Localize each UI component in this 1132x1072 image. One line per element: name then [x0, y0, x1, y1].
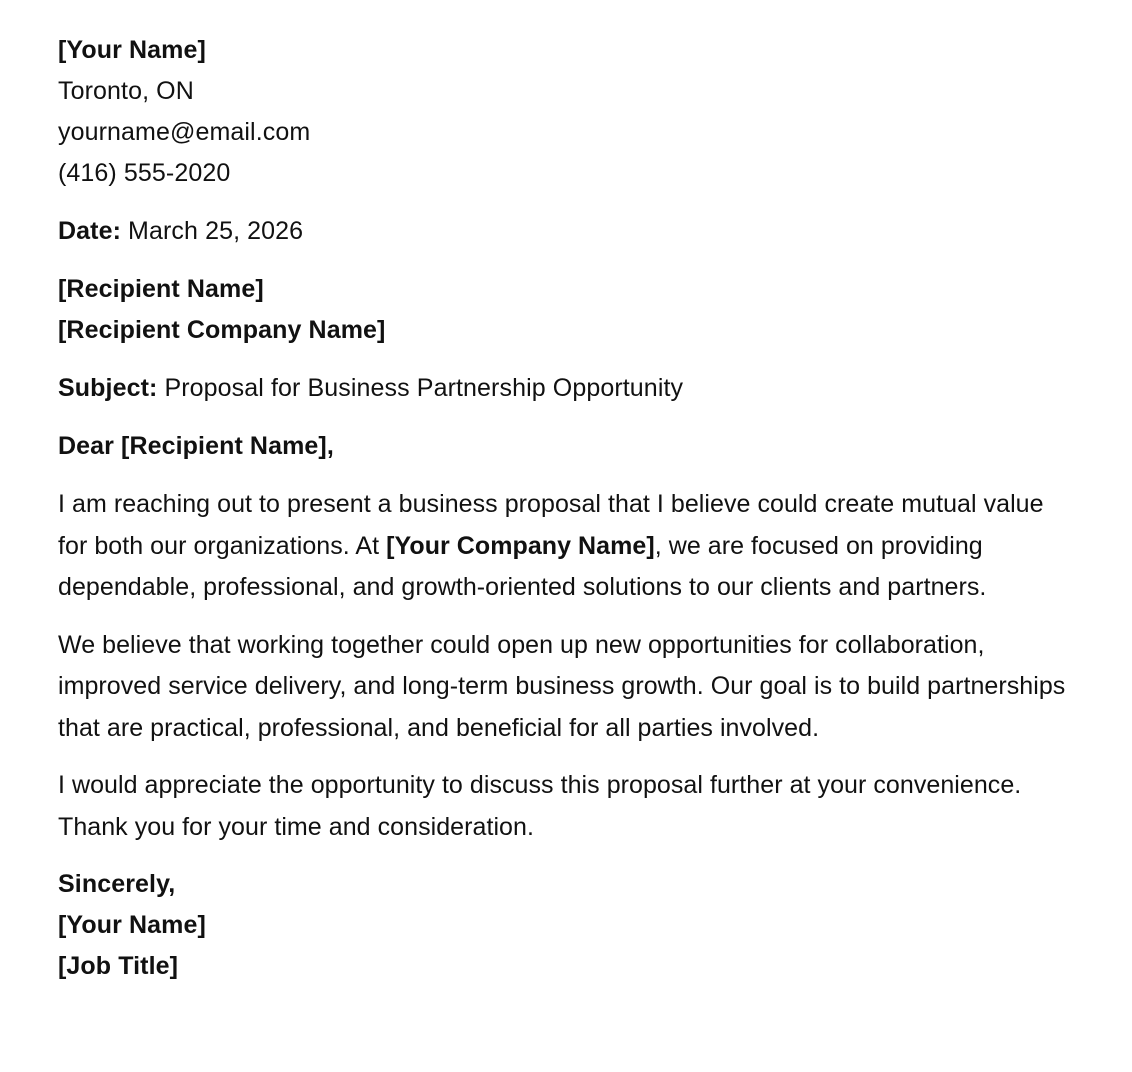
sender-name: [Your Name]	[58, 36, 206, 64]
recipient-block	[58, 269, 1066, 351]
subject-value: Proposal for Business Partnership Opportunity	[157, 374, 684, 402]
recipient-name: [Recipient Name]	[58, 275, 264, 303]
subject-line	[58, 368, 1066, 409]
subject-block	[58, 368, 1066, 409]
paragraph-1-part-1: I am reaching out to present a business proposal that I believe could create mutual value for both our organizations. At	[58, 490, 1044, 560]
sender-location: Toronto, ON	[58, 77, 194, 105]
paragraph-1-text	[58, 484, 1066, 609]
body-paragraph-2	[58, 625, 1066, 750]
recipient-company: [Recipient Company Name]	[58, 316, 386, 344]
sender-block	[58, 30, 1066, 194]
closing-block	[58, 864, 1066, 987]
paragraph-3-text: I would appreciate the opportunity to discuss this proposal further at your convenience. Thank you for your time and consideration.	[58, 771, 1022, 841]
closing-sign-off: Sincerely,	[58, 870, 176, 898]
salutation: Dear [Recipient Name],	[58, 432, 334, 460]
your-company-name-placeholder: [Your Company Name]	[386, 531, 655, 560]
date-block	[58, 211, 1066, 252]
sender-email: yourname@email.com	[58, 118, 311, 146]
paragraph-1-part-2: , we are focused on providing dependable, professional, and growth-oriented solutions to our clients and partners.	[58, 531, 987, 601]
body-paragraph-1	[58, 484, 1066, 609]
closing-job-title: [Job Title]	[58, 952, 179, 980]
body-paragraph-3	[58, 765, 1066, 848]
date-label: Date:	[58, 217, 122, 245]
date-line	[58, 211, 1066, 252]
paragraph-2-text: We believe that working together could open up new opportunities for collaboration, improved service delivery, and long-term business growth. Our goal is to build partnerships that are practical, professional, and beneficial for all parties involved.	[58, 630, 1066, 742]
closing-name: [Your Name]	[58, 911, 206, 939]
subject-label: Subject:	[58, 374, 158, 402]
salutation-block	[58, 426, 1066, 467]
sender-phone: (416) 555-2020	[58, 159, 231, 187]
date-value: March 25, 2026	[121, 217, 304, 245]
